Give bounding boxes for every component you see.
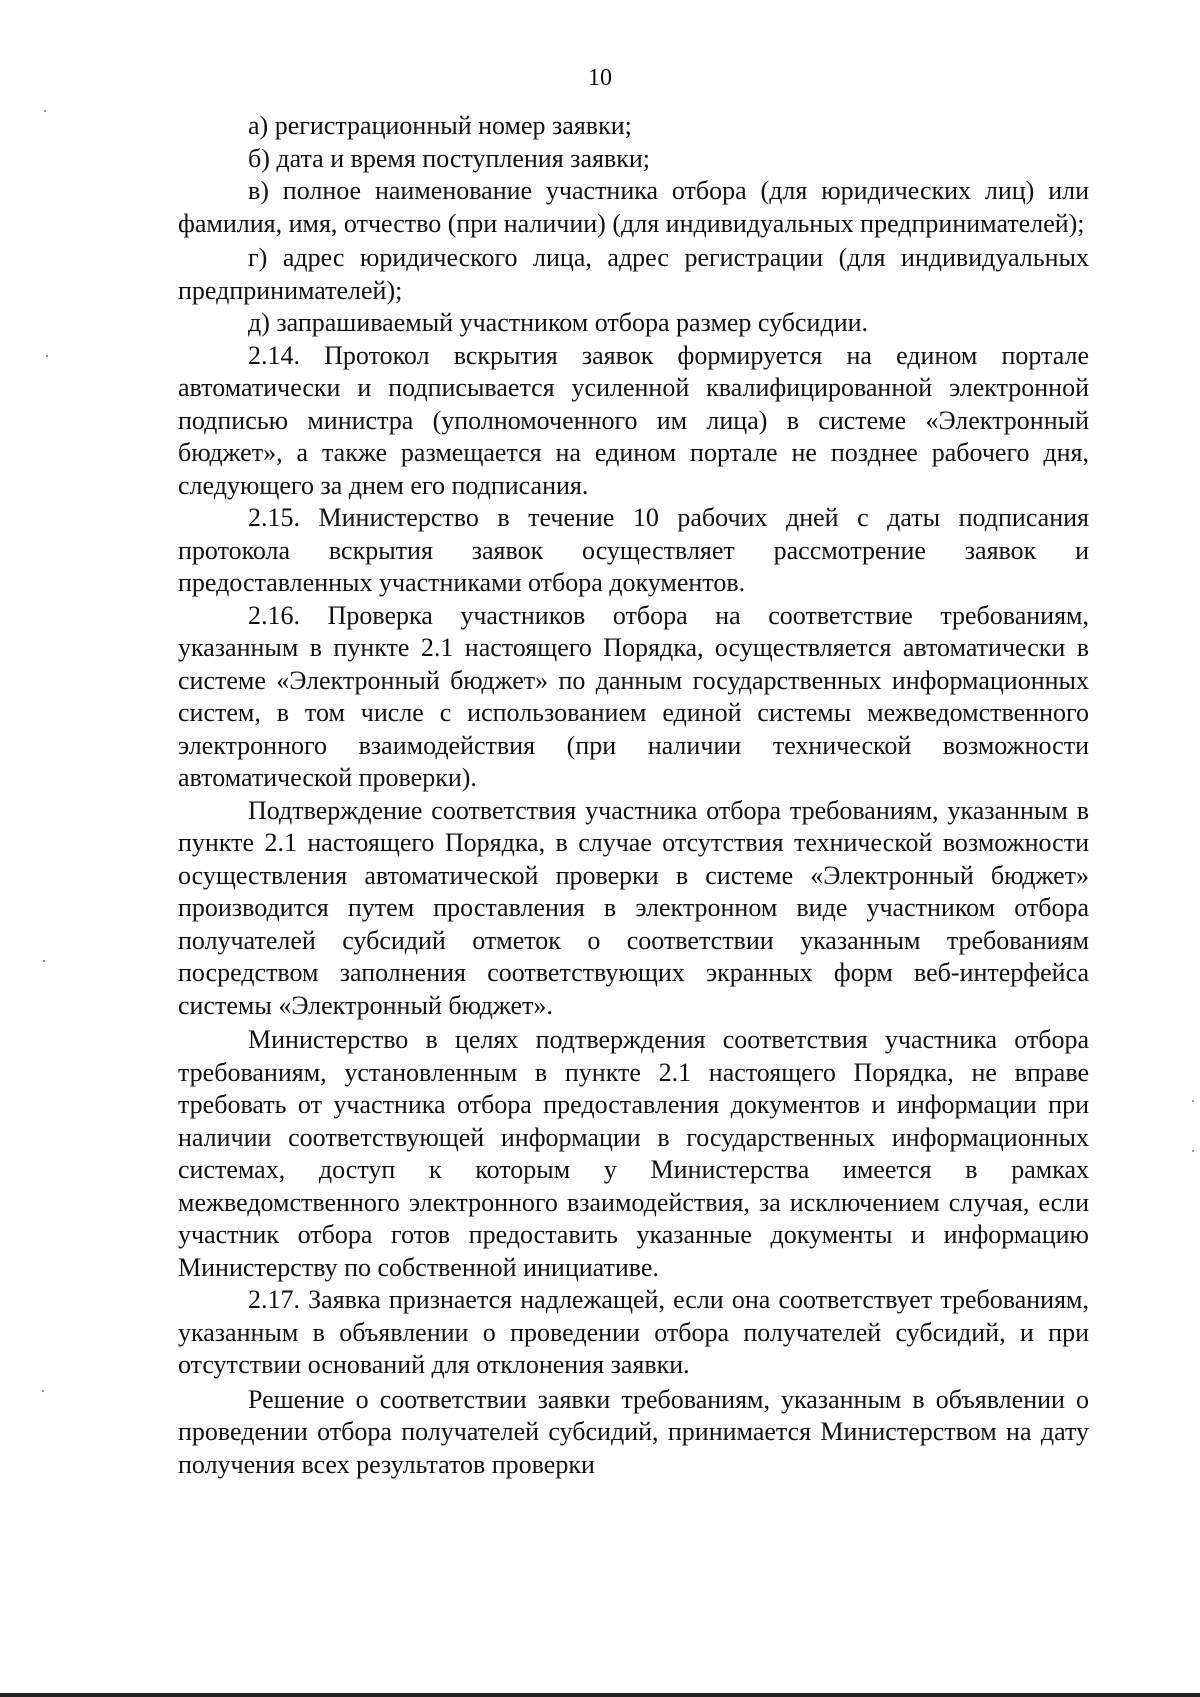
paragraph-ministry-rights: Министерство в целях подтверждения соответствия участника отбора требованиям, установленным в пункте 2.1 настоящего Порядка, не вправе требовать от участника отбора предоставления документов и информации при наличии соответствующей информации в государственных информационных системах, доступ к которым у Министерства имеется в рамках межведомственного электронного взаимодействия, за исключением случая, если участник отбора готов предоставить указанные документы и информацию Министерству по собственной инициативе. (178, 1025, 1089, 1282)
document-body (178, 110, 1089, 1481)
paragraph-item-a: а) регистрационный номер заявки; (248, 111, 632, 140)
paragraph-2-17: 2.17. Заявка признается надлежащей, если она соответствует требованиям, указанным в объявлении о проведении отбора получателей субсидий, и при отсутствии оснований для отклонения заявки. (178, 1285, 1089, 1379)
paragraph-item-v: в) полное наименование участника отбора (для юридических лиц) или фамилия, имя, отчество (при наличии) (для индивидуальных предпринимателей); (178, 176, 1089, 238)
scan-speck (42, 1390, 44, 1392)
paragraph-item-g: г) адрес юридического лица, адрес регистрации (для индивидуальных предпринимателей); (178, 243, 1089, 305)
paragraph-2-16: 2.16. Проверка участников отбора на соответствие требованиям, указанным в пункте 2.1 настоящего Порядка, осуществляется автоматически в системе «Электронный бюджет» по данным государственных информационных систем, в том числе с использованием единой системы межведомственного электронного взаимодействия (при наличии технической возможности автоматической проверки). (178, 600, 1089, 792)
paragraph-confirmation: Подтверждение соответствия участника отбора требованиям, указанным в пункте 2.1 настоящего Порядка, в случае отсутствия технической возможности осуществления автоматической проверки в системе «Электронный бюджет» производится путем проставления в электронном виде участником отбора получателей субсидий отметок о соответствии указанным требованиям посредством заполнения соответствующих экранных форм веб-интерфейса системы «Электронный бюджет». (178, 795, 1089, 1020)
paragraph-2-14: 2.14. Протокол вскрытия заявок формируется на едином портале автоматически и подписывается усиленной квалифицированной электронной подписью министра (уполномоченного им лица) в системе «Электронный бюджет», а также размещается на едином портале не позднее рабочего дня, следующего за днем его подписания. (178, 340, 1089, 500)
scan-speck (1192, 1150, 1194, 1152)
scan-speck (43, 960, 45, 962)
scan-speck (44, 110, 46, 112)
paragraph-2-15: 2.15. Министерство в течение 10 рабочих дней с даты подписания протокола вскрытия заявок осуществляет рассмотрение заявок и предоставленных участниками отбора документов. (178, 503, 1089, 597)
scan-edge (0, 1693, 1200, 1697)
scan-speck (46, 355, 48, 357)
page-number: 10 (588, 65, 612, 91)
paragraph-item-b: б) дата и время поступления заявки; (248, 143, 650, 173)
paragraph-decision: Решение о соответствии заявки требованиям, указанным в объявлении о проведении отбора получателей субсидий, принимается Министерством на дату получения всех результатов проверки (178, 1384, 1089, 1479)
paragraph-item-d: д) запрашиваемый участником отбора размер субсидии. (248, 308, 869, 337)
scan-speck (1192, 1100, 1194, 1102)
